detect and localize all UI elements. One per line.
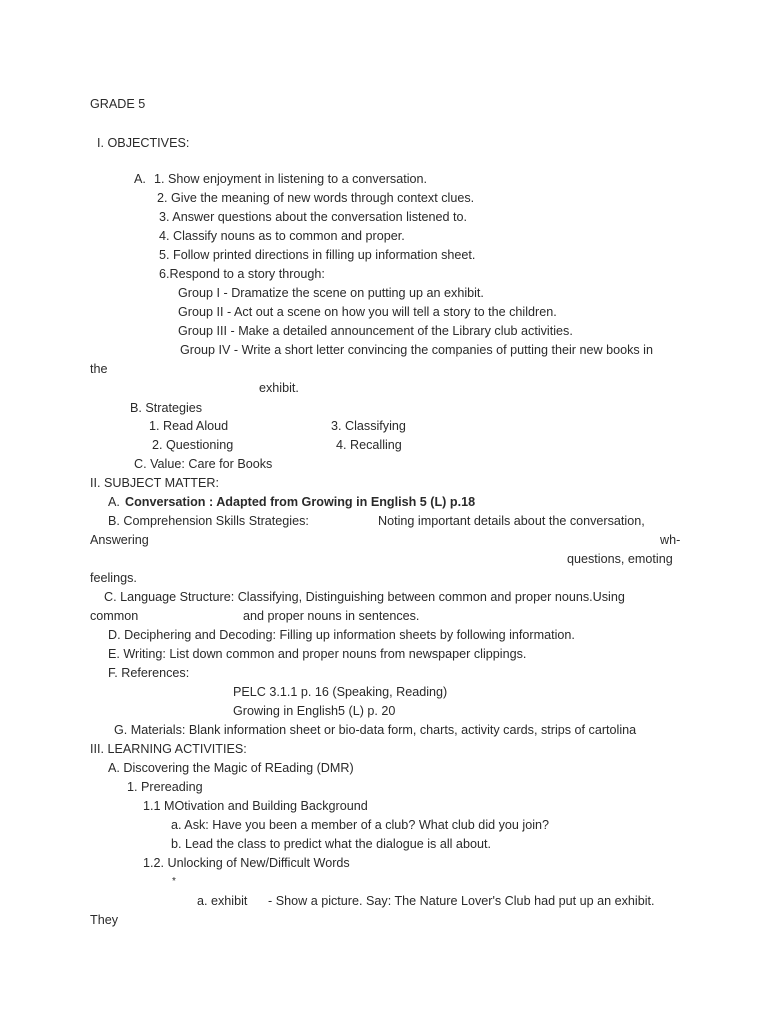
motivation-item: a. Ask: Have you been a member of a club? What club did you join? (171, 818, 550, 832)
objective-item: 3. Answer questions about the conversation listened to. (159, 210, 468, 224)
objective-a-label: A. (134, 172, 146, 186)
strategy-item: 4. Recalling (336, 438, 402, 452)
reference-item: PELC 3.1.1 p. 16 (Speaking, Reading) (233, 685, 448, 699)
subject-b-right: Noting important details about the conversation, (378, 514, 645, 528)
objective-item: 4. Classify nouns as to common and proper. (159, 229, 405, 243)
subject-b-cont: wh- (660, 533, 681, 547)
group-item: Group III - Make a detailed announcement of the Library club activities. (178, 324, 573, 338)
motivation-line: 1.1 MOtivation and Building Background (143, 799, 368, 813)
strategy-item: 2. Questioning (152, 438, 234, 452)
subject-b-cont: questions, emoting (567, 552, 673, 566)
reference-item: Growing in English5 (L) p. 20 (233, 704, 396, 718)
subject-e-line: E. Writing: List down common and proper nouns from newspaper clippings. (108, 647, 527, 661)
strategy-item: 3. Classifying (331, 419, 406, 433)
group-item: Group II - Act out a scene on how you will tell a story to the children. (178, 305, 557, 319)
subject-b-left: B. Comprehension Skills Strategies: (108, 514, 309, 528)
subject-c-cont: common (90, 609, 139, 623)
objective-item: 2. Give the meaning of new words through context clues. (157, 191, 475, 205)
subject-matter-heading: II. SUBJECT MATTER: (90, 476, 219, 490)
subject-b-cont: Answering (90, 533, 149, 547)
objectives-heading: I. OBJECTIVES: (97, 136, 190, 150)
group-item-continuation: the (90, 362, 108, 376)
subject-f-line: F. References: (108, 666, 190, 680)
value-line: C. Value: Care for Books (134, 457, 273, 471)
unlocking-line: 1.2. Unlocking of New/Difficult Words (143, 856, 350, 870)
group-item: Group IV - Write a short letter convincing the companies of putting their new books in (180, 343, 653, 357)
word-definition: - Show a picture. Say: The Nature Lover's Club had put up an exhibit. (268, 894, 655, 908)
word-label: a. exhibit (197, 894, 248, 908)
strategy-item: 1. Read Aloud (149, 419, 229, 433)
subject-a-title: Conversation : Adapted from Growing in English 5 (L) p.18 (125, 495, 476, 509)
objective-item: 5. Follow printed directions in filling up information sheet. (159, 248, 476, 262)
word-definition-cont: They (90, 913, 118, 927)
subject-d-line: D. Deciphering and Decoding: Filling up information sheets by following information. (108, 628, 575, 642)
group-item: Group I - Dramatize the scene on putting up an exhibit. (178, 286, 484, 300)
subject-b-cont: feelings. (90, 571, 137, 585)
learning-a-line: A. Discovering the Magic of REading (DMR) (108, 761, 354, 775)
group-item-continuation: exhibit. (259, 381, 299, 395)
objective-item: 6.Respond to a story through: (159, 267, 325, 281)
learning-activities-heading: III. LEARNING ACTIVITIES: (90, 742, 247, 756)
subject-c-line: C. Language Structure: Classifying, Distinguishing between common and proper nouns.Using (104, 590, 625, 604)
strategies-heading: B. Strategies (130, 401, 203, 415)
subject-c-cont: and proper nouns in sentences. (243, 609, 420, 623)
motivation-item: b. Lead the class to predict what the dialogue is all about. (171, 837, 491, 851)
grade-label: GRADE 5 (90, 97, 146, 111)
subject-g-line: G. Materials: Blank information sheet or bio-data form, charts, activity cards, strips of cartolina (114, 723, 637, 737)
objective-item: 1. Show enjoyment in listening to a conversation. (154, 172, 428, 186)
subject-a-label: A. (108, 495, 120, 509)
bullet-icon: * (172, 876, 176, 887)
prereading-line: 1. Prereading (127, 780, 203, 794)
